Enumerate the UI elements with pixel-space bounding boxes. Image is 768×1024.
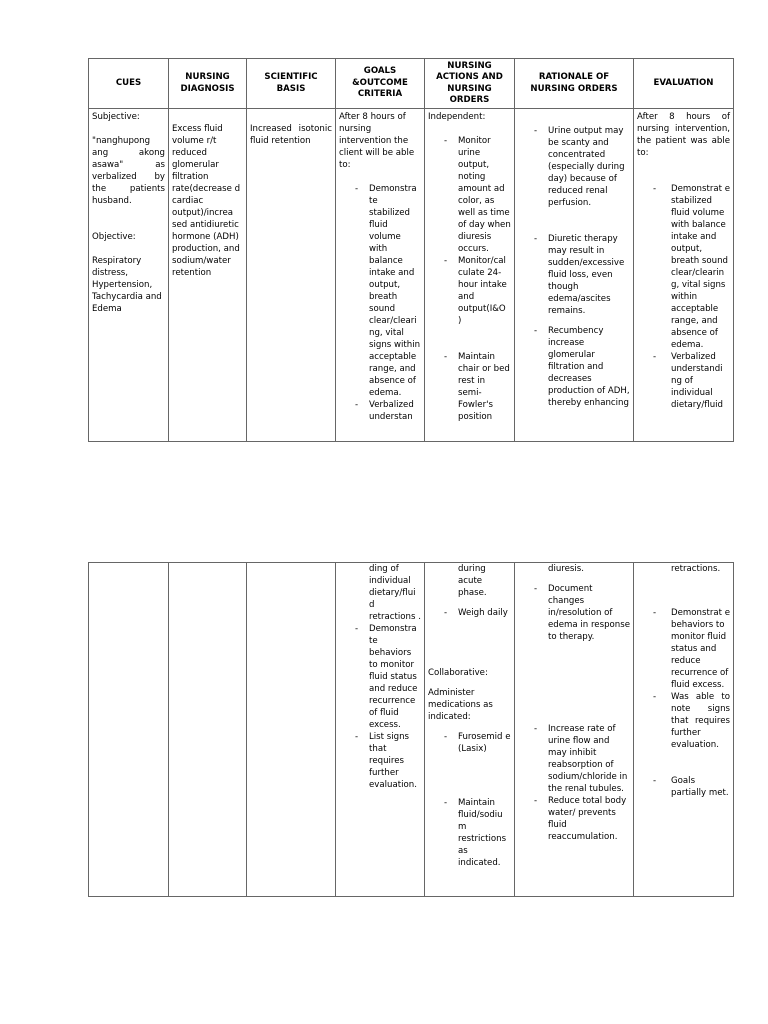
care-plan-table-page-2 (88, 562, 734, 897)
evaluation-cell (634, 109, 734, 442)
diagnosis-cell (169, 563, 247, 897)
header-row (89, 59, 734, 109)
rationale-list (518, 125, 630, 409)
header-goals: GOALS &OUTCOME CRITERIA (336, 59, 425, 109)
list-item: - Maintain chair or bed rest in semi-Fowler's position (458, 351, 511, 423)
goals-list (339, 183, 421, 423)
header-nursing-diagnosis: NURSING DIAGNOSIS (169, 59, 247, 109)
collaborative-label: Collaborative: (428, 668, 488, 678)
list-item: - Diuretic therapy may result in sudden/excessive fluid loss, even though edema/ascites remains. (548, 233, 630, 317)
diagnosis-cell (169, 109, 247, 442)
actions-continued: during acute phase. (458, 564, 487, 598)
evaluation-continued: retractions. (671, 564, 721, 574)
list-item: - Demonstra te stabilized fluid volume with balance intake and output, breath sound clear/cleari ng, vital signs within acceptable range, and absence of edema. (369, 183, 421, 399)
list-item: - Urine output may be scanty and concentrated (especially during day) because of reduced renal perfusion. (548, 125, 630, 209)
evaluation-list (637, 183, 730, 411)
list-item: - Demonstrat e behaviors to monitor fluid status and reduce recurrence of fluid excess. (671, 607, 730, 691)
list-item: - Goals partially met. (671, 775, 730, 799)
subjective-text: "nanghupong ang akong asawa" as verbalized by the patients husband. (92, 136, 165, 206)
list-item: - Maintain fluid/sodiu m restrictions as indicated. (458, 797, 511, 869)
rationale-list (518, 583, 630, 843)
evaluation-intro: After 8 hours of nursing intervention, the patient was able to: (637, 112, 730, 158)
goals-cell (336, 563, 425, 897)
list-item: - Verbalized understan (369, 399, 421, 423)
list-item: - Furosemid e (Lasix) (458, 731, 511, 755)
evaluation-cell (634, 563, 734, 897)
header-evaluation: EVALUATION (634, 59, 734, 109)
independent-label: Independent: (428, 112, 486, 122)
list-item: - Recumbency increase glomerular filtration and decreases production of ADH, thereby enhancing (548, 325, 630, 409)
list-item: - Demonstrat e stabilized fluid volume with balance intake and output, breath sound clear/clearin g, vital signs within acceptable range, and absence of edema. (671, 183, 730, 351)
header-rationale: RATIONALE OF NURSING ORDERS (515, 59, 634, 109)
rationale-continued: diuresis. (548, 564, 584, 574)
list-item: - Was able to note signs that requires further evaluation. (671, 691, 730, 751)
scientific-basis-cell (247, 109, 336, 442)
header-scientific-basis: SCIENTIFIC BASIS (247, 59, 336, 109)
subjective-label: Subjective: (92, 112, 140, 122)
objective-text: Respiratory distress, Hypertension, Tachycardia and Edema (92, 256, 162, 314)
header-cues: CUES (89, 59, 169, 109)
list-item: - Monitor urine output, noting amount ad color, as well as time of day when diuresis occurs. (458, 135, 511, 255)
scientific-basis-text: Increased isotonic fluid retention (250, 124, 332, 146)
cues-cell (89, 563, 169, 897)
collaborative-intro: Administer medications as indicated: (428, 688, 493, 722)
goals-intro: After 8 hours of nursing intervention the client will be able to: (339, 112, 415, 170)
rationale-cell (515, 563, 634, 897)
cues-cell (89, 109, 169, 442)
list-item: - Reduce total body water/ prevents fluid reaccumulation. (548, 795, 630, 843)
list-item: - Document changes in/resolution of edema in response to therapy. (548, 583, 630, 643)
objective-label: Objective: (92, 232, 136, 242)
actions-list (428, 607, 511, 619)
list-item: - List signs that requires further evaluation. (369, 731, 421, 791)
evaluation-list (637, 607, 730, 799)
actions-cell (425, 109, 515, 442)
list-item: - Increase rate of urine flow and may inhibit reabsorption of sodium/chloride in the renal tubules. (548, 723, 630, 795)
scientific-basis-cell (247, 563, 336, 897)
diagnosis-text: Excess fluid volume r/t reduced glomerular filtration rate(decrease d cardiac output)/increa sed antidiuretic hormone (ADH) production, and sodium/water retention (172, 124, 241, 278)
list-item: - Demonstra te behaviors to monitor fluid status and reduce recurrence of fluid excess. (369, 623, 421, 731)
goals-list (339, 623, 421, 791)
list-item: - Monitor/cal culate 24-hour intake and output(I&O ) (458, 255, 511, 327)
list-item: - Verbalized understandi ng of individual dietary/fluid (671, 351, 730, 411)
actions-list (428, 135, 511, 423)
table-row (89, 563, 734, 897)
goals-cell (336, 109, 425, 442)
collaborative-list (428, 731, 511, 869)
table-row (89, 109, 734, 442)
list-item: - Weigh daily (458, 607, 511, 619)
care-plan-table-page-1 (88, 58, 734, 442)
goals-continued: ding of individual dietary/flui d retractions . (369, 564, 421, 622)
header-nursing-actions: NURSING ACTIONS AND NURSING ORDERS (425, 59, 515, 109)
actions-cell (425, 563, 515, 897)
rationale-cell (515, 109, 634, 442)
